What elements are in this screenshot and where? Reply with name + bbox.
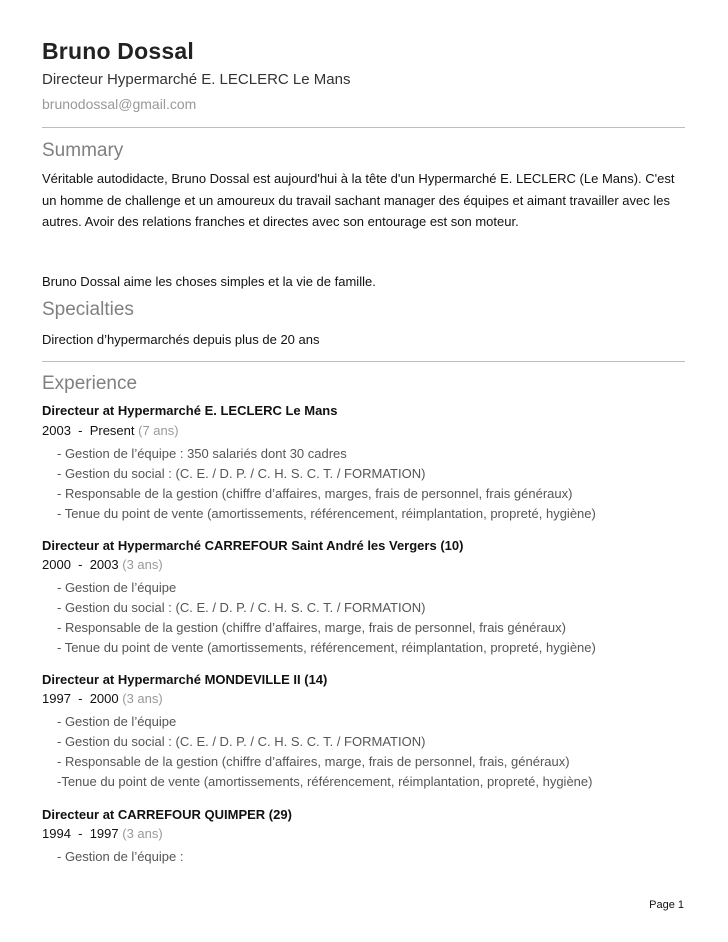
bullet-item: - Gestion du social : (C. E. / D. P. / C. H. S. C. T. / FORMATION) xyxy=(57,600,426,615)
date-range: 1994 - 1997 xyxy=(42,826,119,841)
bullet-item: -Tenue du point de vente (amortissements, référencement, réimplantation, propreté, hygiène) xyxy=(57,774,593,789)
experience-heading: Experience xyxy=(42,373,138,394)
bullet-item: - Responsable de la gestion (chiffre d’affaires, marge, frais de personnel, frais, généraux) xyxy=(57,754,570,769)
bullet-item: - Tenue du point de vente (amortissements, référencement, réimplantation, propreté, hygiène) xyxy=(57,506,596,521)
bullet-item: - Responsable de la gestion (chiffre d’affaires, marges, frais de personnel, frais généraux) xyxy=(57,486,573,501)
job-dates xyxy=(42,826,163,841)
divider xyxy=(42,361,685,362)
summary-heading: Summary xyxy=(42,140,124,161)
date-range: 1997 - 2000 xyxy=(42,691,119,706)
job-duration: (7 ans) xyxy=(138,423,179,438)
job-bullets xyxy=(57,712,592,792)
date-range: 2000 - 2003 xyxy=(42,557,119,572)
date-range: 2003 - Present xyxy=(42,423,135,438)
job-dates xyxy=(42,691,163,706)
bullet-item: - Gestion de l’équipe xyxy=(57,580,177,595)
job-bullets xyxy=(57,444,596,524)
job-title: Directeur at Hypermarché E. LECLERC Le Mans xyxy=(42,403,338,418)
job-duration: (3 ans) xyxy=(122,826,163,841)
person-name: Bruno Dossal xyxy=(42,38,194,64)
bullet-item: - Tenue du point de vente (amortissements, référencement, réimplantation, propreté, hygiène) xyxy=(57,640,596,655)
job-title: Directeur at CARREFOUR QUIMPER (29) xyxy=(42,807,292,822)
bullet-item: - Gestion de l’équipe : xyxy=(57,849,184,864)
job-title: Directeur at Hypermarché CARREFOUR Saint André les Vergers (10) xyxy=(42,538,464,553)
job-dates xyxy=(42,423,179,438)
bullet-item: - Gestion du social : (C. E. / D. P. / C. H. S. C. T. / FORMATION) xyxy=(57,734,426,749)
specialties-text: Direction d’hypermarchés depuis plus de 20 ans xyxy=(42,332,320,347)
bullet-item: - Gestion du social : (C. E. / D. P. / C. H. S. C. T. / FORMATION) xyxy=(57,466,426,481)
bullet-item: - Responsable de la gestion (chiffre d’affaires, marge, frais de personnel, frais généraux) xyxy=(57,620,566,635)
divider xyxy=(42,127,685,128)
headline: Directeur Hypermarché E. LECLERC Le Mans xyxy=(42,71,351,88)
job-dates xyxy=(42,557,163,572)
job-duration: (3 ans) xyxy=(122,557,163,572)
job-bullets xyxy=(57,578,596,658)
bullet-item: - Gestion de l’équipe xyxy=(57,714,177,729)
job-title: Directeur at Hypermarché MONDEVILLE II (14) xyxy=(42,672,328,687)
summary-paragraph-family: Bruno Dossal aime les choses simples et la vie de famille. xyxy=(42,274,376,289)
job-bullets xyxy=(57,847,183,867)
specialties-heading: Specialties xyxy=(42,299,134,320)
bullet-item: - Gestion de l’équipe : 350 salariés dont 30 cadres xyxy=(57,446,347,461)
job-duration: (3 ans) xyxy=(122,691,163,706)
page-number: Page 1 xyxy=(649,899,684,911)
summary-paragraph: Véritable autodidacte, Bruno Dossal est aujourd'hui à la tête d'un Hypermarché E. LECLERC (Le Mans). C'est un homme de challenge et un amoureux du travail sachant manager des équipes et aimant travailler avec les autres. Avoir des relations franches et directes avec son entourage est son moteur. xyxy=(42,171,675,229)
email-address: brunodossal@gmail.com xyxy=(42,96,197,112)
